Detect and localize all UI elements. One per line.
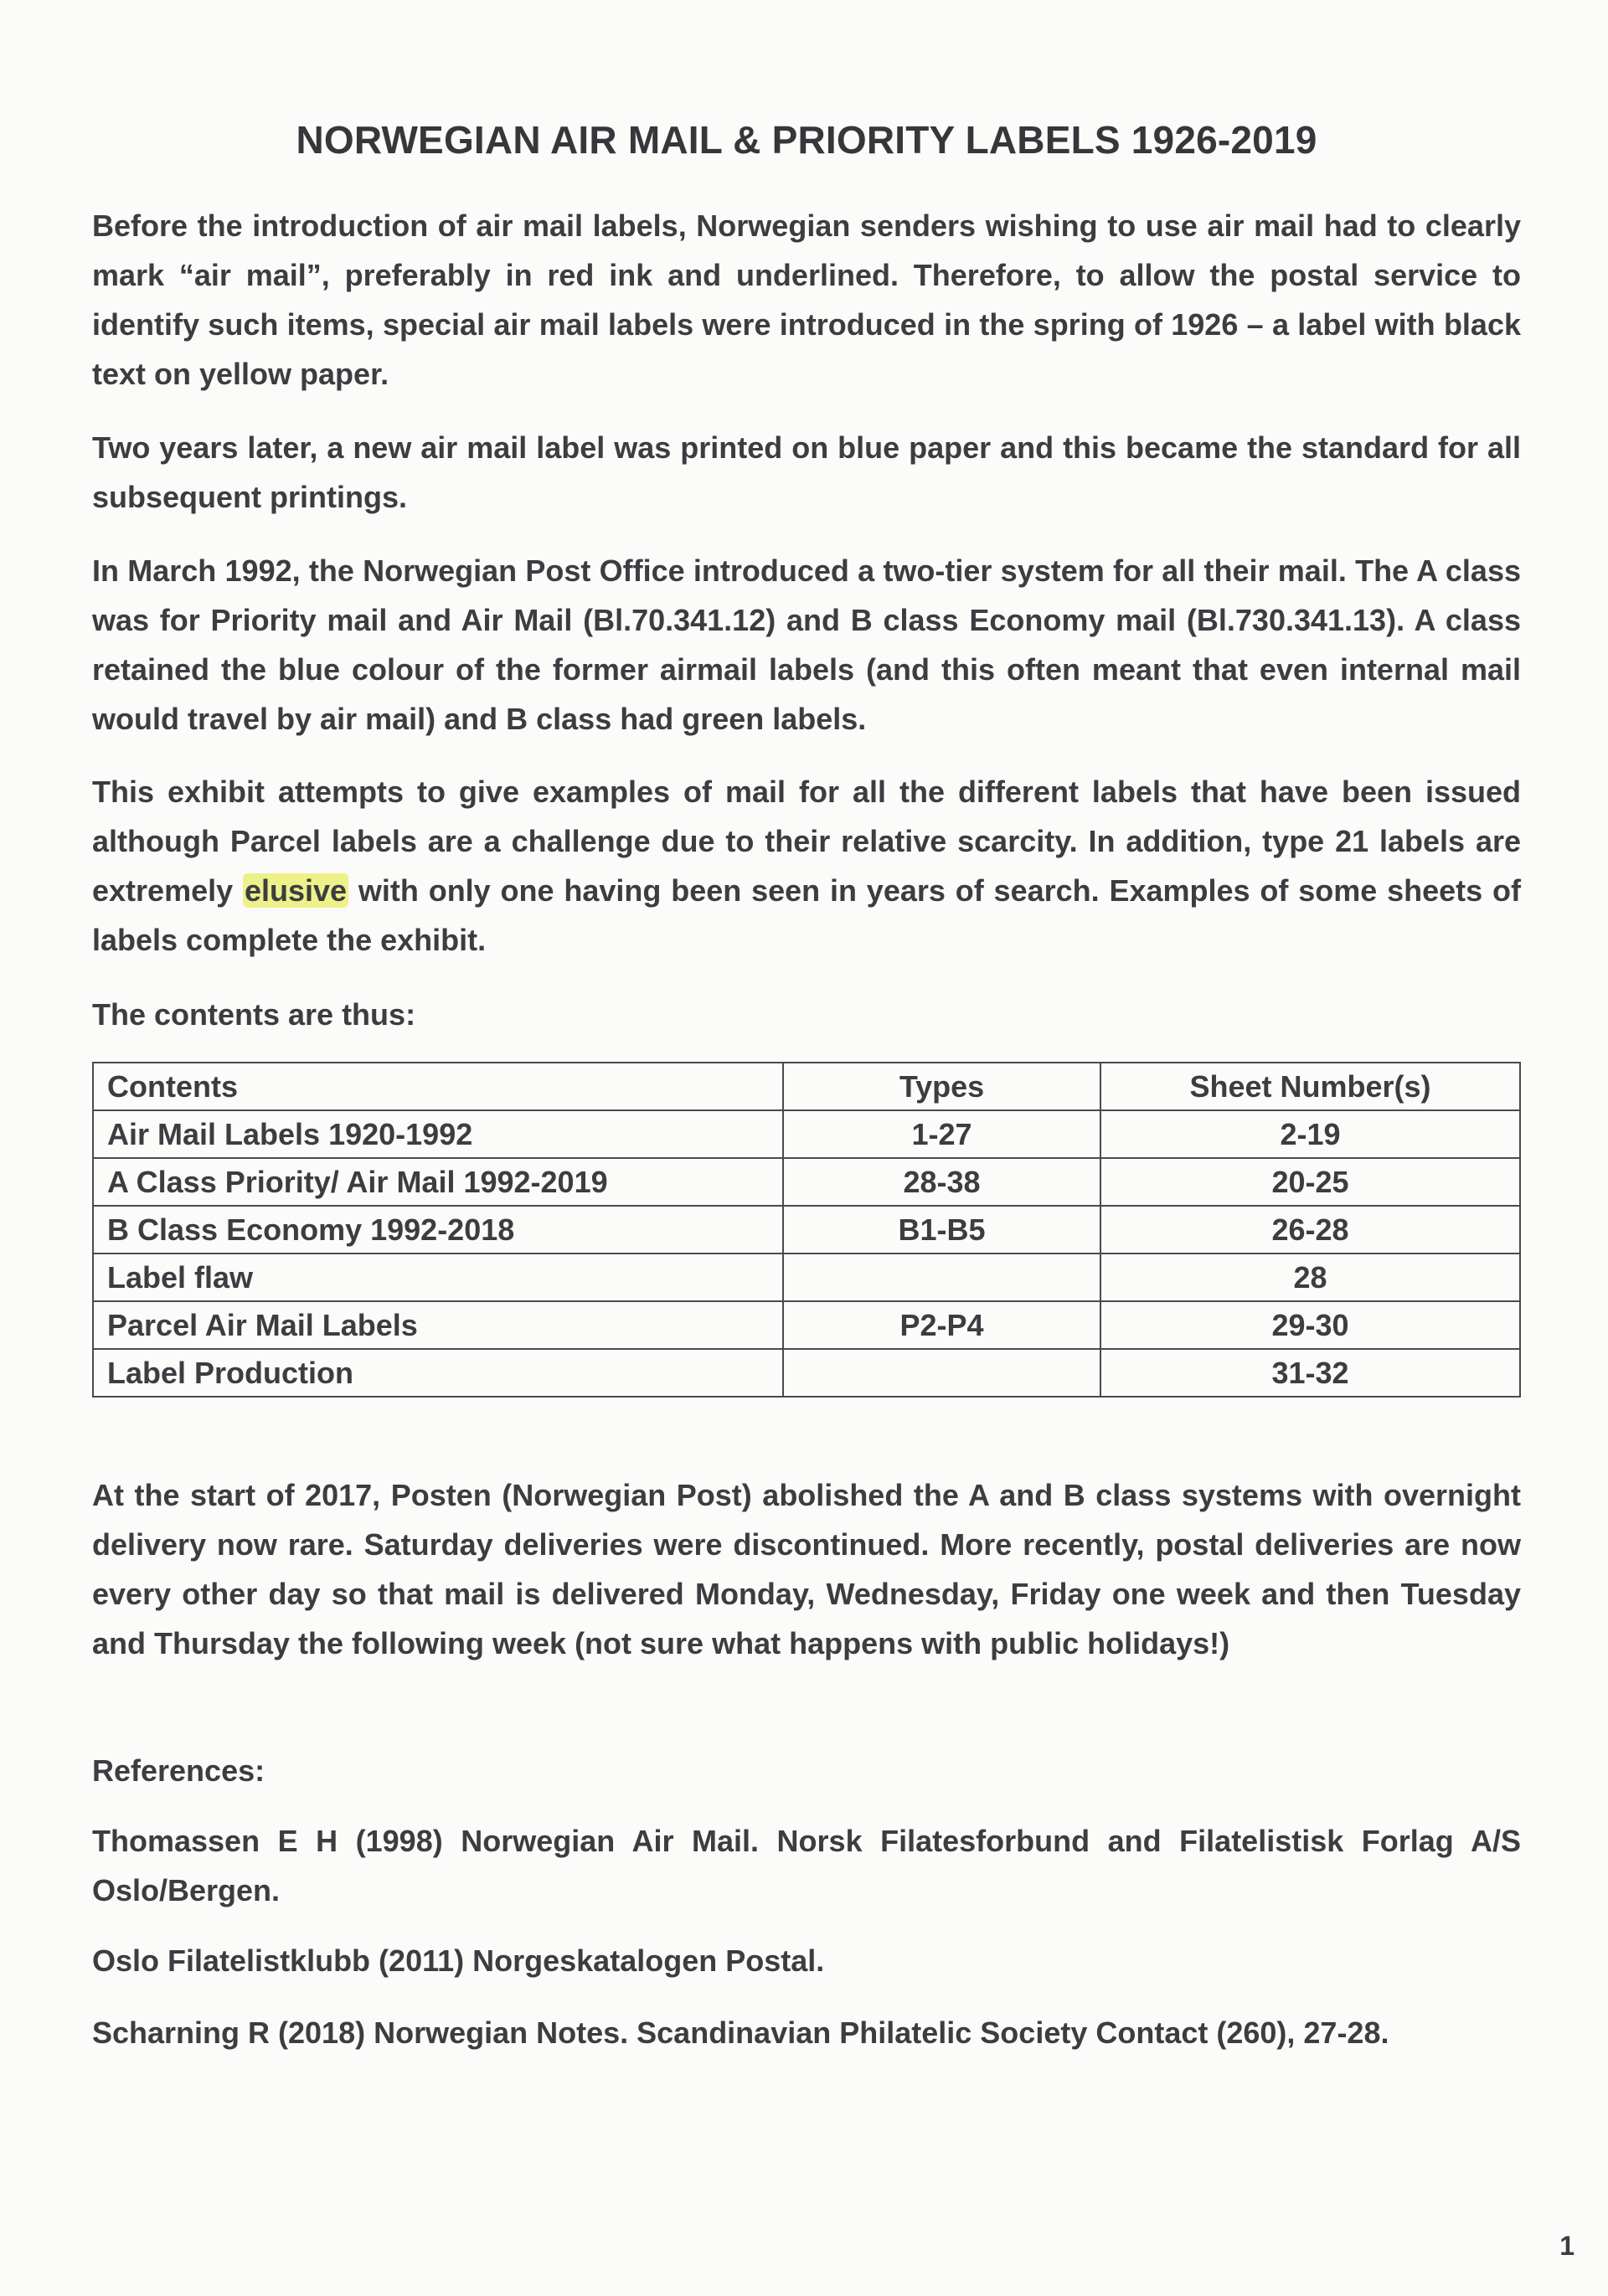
intro-paragraph-3: In March 1992, the Norwegian Post Office introduced a two-tier system for all their mail. The A class was for Priority mail and Air Mail (Bl.70.341.12) and B class Economy mail (Bl.730.341.13). A class retained the blue colour of the former airmail labels (and this often meant that even internal mail would travel by air mail) and B class had green labels. <box>92 553 1521 736</box>
cell-contents: A Class Priority/ Air Mail 1992-2019 <box>93 1158 783 1206</box>
reference-3: Scharning R (2018) Norwegian Notes. Scandinavian Philatelic Society Contact (260), 27-28. <box>92 2015 1389 2050</box>
cell-contents: Parcel Air Mail Labels <box>93 1301 783 1349</box>
cell-sheets: 20-25 <box>1100 1158 1520 1206</box>
cell-sheets: 31-32 <box>1100 1349 1520 1397</box>
paragraph-4-text-after: with only one having been seen in years of search. Examples of some sheets of labels complete the exhibit. <box>92 873 1521 957</box>
reference-2: Oslo Filatelistklubb (2011) Norgeskatalogen Postal. <box>92 1943 825 1978</box>
cell-types <box>783 1254 1100 1301</box>
cell-sheets: 28 <box>1100 1254 1520 1301</box>
table-header-row <box>93 1063 1520 1110</box>
table-row <box>93 1254 1520 1301</box>
intro-paragraph-2: Two years later, a new air mail label was printed on blue paper and this became the standard for all subsequent printings. <box>92 430 1521 514</box>
intro-paragraph-4 <box>92 767 1521 965</box>
page-number: 1 <box>1559 2231 1574 2261</box>
cell-contents: Label flaw <box>93 1254 783 1301</box>
table-row <box>93 1349 1520 1397</box>
header-types: Types <box>783 1063 1100 1110</box>
page-title: NORWEGIAN AIR MAIL & PRIORITY LABELS 1926-2019 <box>296 118 1317 162</box>
contents-intro: The contents are thus: <box>92 997 416 1032</box>
table-row <box>93 1301 1520 1349</box>
table-row <box>93 1158 1520 1206</box>
table-row <box>93 1110 1520 1158</box>
reference-1: Thomassen E H (1998) Norwegian Air Mail. Norsk Filatesforbund and Filatelistisk Forlag A/S Oslo/Bergen. <box>92 1824 1521 1907</box>
highlighted-word: elusive <box>244 873 348 908</box>
contents-table <box>92 1062 1521 1398</box>
intro-paragraph-1: Before the introduction of air mail labels, Norwegian senders wishing to use air mail had to clearly mark “air mail”, preferably in red ink and underlined. Therefore, to allow the postal service to identify such items, special air mail labels were introduced in the spring of 1926 – a label with black text on yellow paper. <box>92 208 1521 391</box>
cell-sheets: 26-28 <box>1100 1206 1520 1254</box>
cell-contents: Label Production <box>93 1349 783 1397</box>
cell-types: 1-27 <box>783 1110 1100 1158</box>
header-sheet-numbers: Sheet Number(s) <box>1100 1063 1520 1110</box>
cell-contents: B Class Economy 1992-2018 <box>93 1206 783 1254</box>
table-row <box>93 1206 1520 1254</box>
header-contents: Contents <box>93 1063 783 1110</box>
cell-contents: Air Mail Labels 1920-1992 <box>93 1110 783 1158</box>
cell-types: 28-38 <box>783 1158 1100 1206</box>
cell-types <box>783 1349 1100 1397</box>
cell-types: B1-B5 <box>783 1206 1100 1254</box>
cell-sheets: 29-30 <box>1100 1301 1520 1349</box>
document-page <box>92 0 1521 2296</box>
references-heading: References: <box>92 1753 265 1788</box>
cell-types: P2-P4 <box>783 1301 1100 1349</box>
cell-sheets: 2-19 <box>1100 1110 1520 1158</box>
closing-paragraph: At the start of 2017, Posten (Norwegian Post) abolished the A and B class systems with overnight delivery now rare. Saturday deliveries were discontinued. More recently, postal deliveries are now every other day so that mail is delivered Monday, Wednesday, Friday one week and then Tuesday and Thursday the following week (not sure what happens with public holidays!) <box>92 1478 1521 1660</box>
paragraph-4-text-before: This exhibit attempts to give examples of mail for all the different labels that have been issued although Parcel labels are a challenge due to their relative scarcity. In addition, type 21 labels are extremely <box>92 775 1521 908</box>
